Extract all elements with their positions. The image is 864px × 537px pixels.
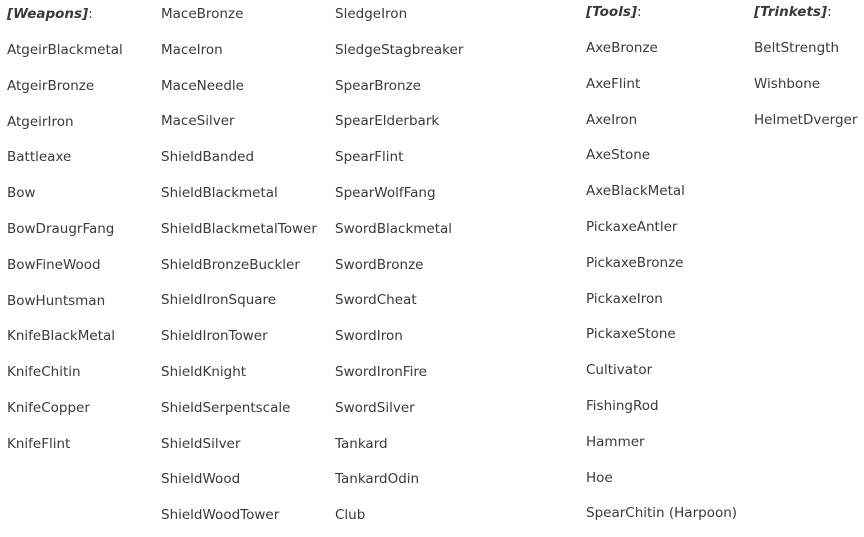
list-item: ShieldWoodTower xyxy=(161,507,280,524)
list-item: KnifeCopper xyxy=(7,400,90,416)
list-item: Club xyxy=(335,507,366,524)
tools-heading-text: [Tools] xyxy=(586,4,638,20)
tools-heading-colon: : xyxy=(637,4,642,20)
list-item: BowHuntsman xyxy=(7,292,106,309)
list-item: BeltStrength xyxy=(754,40,840,56)
list-item: BowFineWood xyxy=(7,256,101,273)
list-item: BowDraugrFang xyxy=(7,221,115,237)
list-item: ShieldKnight xyxy=(161,364,247,380)
list-item: KnifeBlackMetal xyxy=(7,328,116,345)
list-item: SwordCheat xyxy=(335,292,417,309)
tools-heading xyxy=(586,2,642,22)
list-item: MaceSilver xyxy=(161,113,235,130)
list-item: Wishbone xyxy=(754,75,821,92)
list-item: KnifeChitin xyxy=(7,364,81,381)
list-item: KnifeFlint xyxy=(7,435,71,452)
list-item: AxeStone xyxy=(586,147,651,164)
weapons-heading-colon: : xyxy=(88,6,93,22)
list-item: AtgeirBronze xyxy=(7,77,95,94)
list-item: SpearWolfFang xyxy=(335,185,436,201)
list-item: ShieldWood xyxy=(161,471,241,488)
list-item: MaceBronze xyxy=(161,6,244,22)
list-item: AxeFlint xyxy=(586,75,641,92)
list-item: SwordIron xyxy=(335,328,403,345)
list-item: ShieldBanded xyxy=(161,149,255,166)
list-item: ShieldIronSquare xyxy=(161,292,277,309)
list-item: PickaxeIron xyxy=(586,290,663,307)
list-item: ShieldSilver xyxy=(161,435,241,452)
list-item: PickaxeStone xyxy=(586,326,676,343)
list-item: MaceNeedle xyxy=(161,77,244,94)
list-item: Hammer xyxy=(586,433,645,450)
list-item: SledgeStagbreaker xyxy=(335,41,464,58)
trinkets-heading-text: [Trinkets] xyxy=(754,4,828,20)
list-item: ShieldBlackmetalTower xyxy=(161,220,317,237)
list-item: SwordIronFire xyxy=(335,364,427,380)
list-item: ShieldIronTower xyxy=(161,328,268,345)
list-item: HelmetDverger xyxy=(754,111,858,128)
list-item: FishingRod xyxy=(586,398,659,414)
list-item: SwordBlackmetal xyxy=(335,220,453,237)
list-item: ShieldBlackmetal xyxy=(161,185,278,201)
list-item: SledgeIron xyxy=(335,6,408,22)
list-item: Bow xyxy=(7,185,36,202)
list-item: AtgeirBlackmetal xyxy=(7,42,123,58)
list-item: AxeBlackMetal xyxy=(586,183,685,200)
list-item: ShieldBronzeBuckler xyxy=(161,256,300,273)
list-item: ShieldSerpentscale xyxy=(161,399,291,416)
list-item: AxeBronze xyxy=(586,40,658,56)
trinkets-heading xyxy=(754,2,832,22)
list-item: MaceIron xyxy=(161,41,223,58)
list-item: Tankard xyxy=(335,435,388,452)
list-item: Battleaxe xyxy=(7,149,72,166)
list-item: SpearChitin (Harpoon) xyxy=(586,505,738,522)
list-item: Cultivator xyxy=(586,362,653,379)
list-item: AxeIron xyxy=(586,111,638,128)
list-item: PickaxeAntler xyxy=(586,219,678,235)
list-item: Hoe xyxy=(586,469,613,486)
list-item: AtgeirIron xyxy=(7,113,74,130)
list-item: SpearFlint xyxy=(335,149,404,166)
list-item: SwordSilver xyxy=(335,399,415,416)
weapons-heading xyxy=(7,4,93,24)
list-item: SwordBronze xyxy=(335,256,424,273)
list-item: TankardOdin xyxy=(335,471,420,488)
weapons-heading-text: [Weapons] xyxy=(7,6,89,22)
trinkets-heading-colon: : xyxy=(827,4,832,20)
list-item: SpearElderbark xyxy=(335,113,440,130)
list-item: SpearBronze xyxy=(335,77,421,94)
list-item: PickaxeBronze xyxy=(586,254,684,271)
